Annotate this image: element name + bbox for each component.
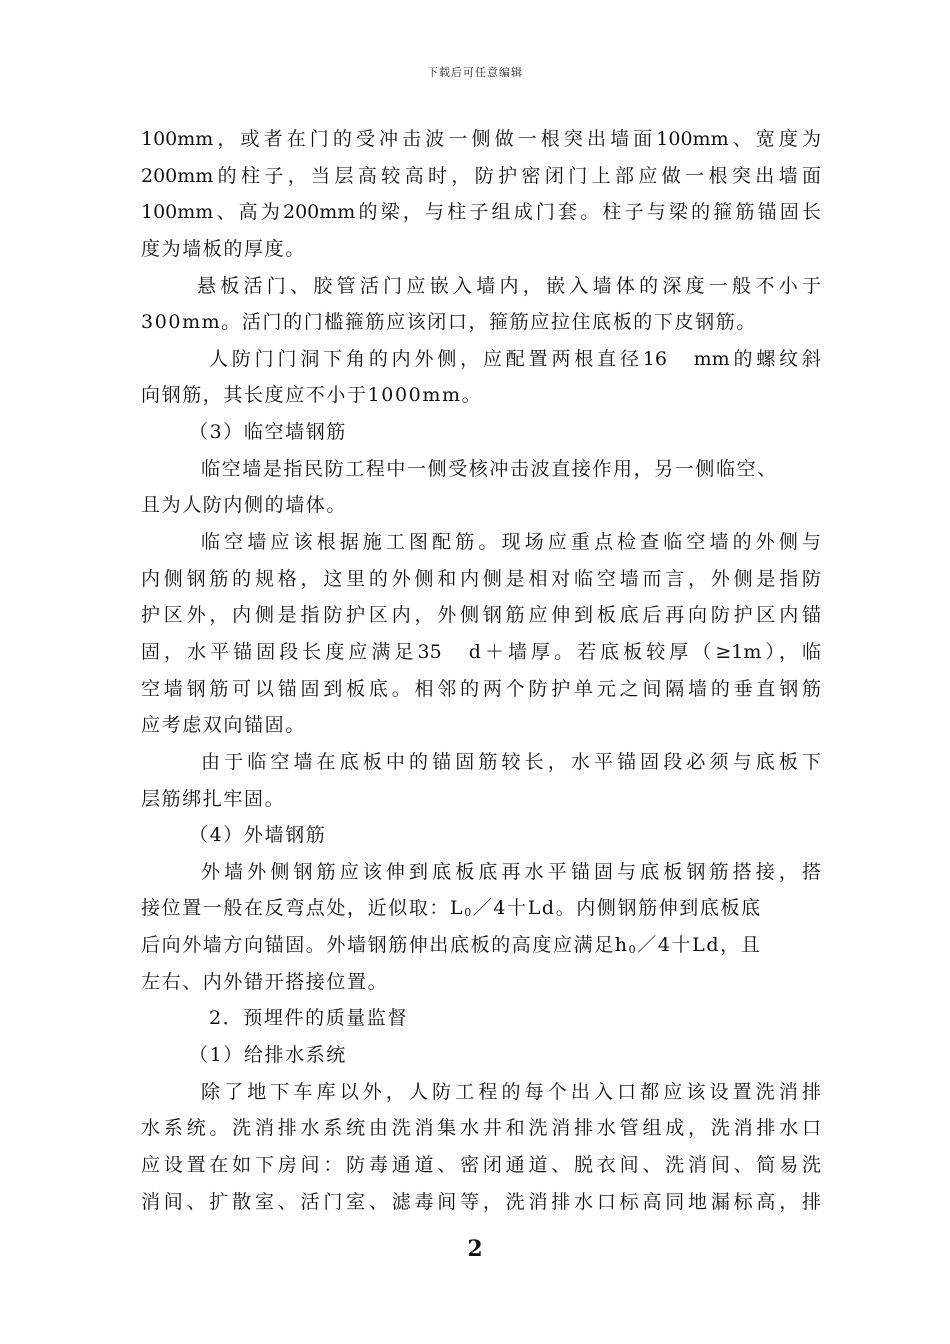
body-line: 100mm、高为200mm的梁，与柱子组成门套。柱子与梁的箍筋锚固长 — [141, 201, 821, 224]
section-heading: （4）外墙钢筋 — [189, 824, 327, 847]
body-line: 应考虑双向锚固。 — [141, 714, 306, 737]
body-line: 临空墙是指民防工程中一侧受核冲击波直接作用，另一侧临空、 — [201, 457, 778, 480]
body-line: 人防门门洞下角的内外侧，应配置两根直径16 mm的螺纹斜 — [209, 347, 821, 370]
body-line: 空墙钢筋可以锚固到板底。相邻的两个防护单元之间隔墙的垂直钢筋 — [141, 677, 821, 700]
body-line: 临空墙应该根据施工图配筋。现场应重点检查临空墙的外侧与 — [201, 531, 821, 554]
page-header: 下载后可任意编辑 — [427, 66, 523, 79]
section-heading: （1）给排水系统 — [189, 1044, 347, 1067]
page-number: 2 — [467, 1236, 483, 1262]
body-line: 由于临空墙在底板中的锚固筋较长，水平锚固段必须与底板下 — [201, 750, 821, 773]
body-line: 外墙外侧钢筋应该伸到底板底再水平锚固与底板钢筋搭接，搭 — [201, 860, 821, 883]
body-line: 应设置在如下房间：防毒通道、密闭通道、脱衣间、洗消间、简易洗 — [141, 1153, 821, 1176]
subscript: 0 — [464, 906, 473, 920]
body-line — [141, 890, 821, 927]
body-line: 且为人防内侧的墙体。 — [141, 494, 348, 517]
text-run: ／4十Ld，且 — [637, 934, 762, 957]
body-line: 悬板活门、胶管活门应嵌入墙内，嵌入墙体的深度一般不小于 — [197, 274, 821, 297]
body-line: 护区外，内侧是指防护区内，外侧钢筋应伸到板底后再向防护区内锚 — [141, 604, 821, 627]
body-line — [141, 927, 821, 964]
body-line: 左右、内外错开搭接位置。 — [141, 970, 389, 993]
section-heading: （3）临空墙钢筋 — [189, 421, 347, 444]
body-line: 度为墙板的厚度。 — [141, 237, 306, 260]
section-heading: 2．预埋件的质量监督 — [209, 1007, 409, 1030]
body-line: 水系统。洗消排水系统由洗消集水井和洗消排水管组成，洗消排水口 — [141, 1117, 821, 1140]
body-line: 向钢筋，其长度应不小于1000mm。 — [141, 384, 483, 407]
text-run: 后向外墙方向锚固。外墙钢筋伸出底板的高度应满足h — [141, 934, 629, 957]
body-line: 除了地下车库以外，人防工程的每个出入口都应该设置洗消排 — [201, 1080, 821, 1103]
body-line: 消间、扩散室、活门室、滤毒间等，洗消排水口标高同地漏标高，排 — [141, 1190, 821, 1213]
text-run: ／4十Ld。内侧钢筋伸到底板底 — [472, 897, 762, 920]
body-line: 100mm，或者在门的受冲击波一侧做一根突出墙面100mm、宽度为 — [141, 128, 821, 150]
body-line: 200mm的柱子，当层高较高时，防护密闭门上部应做一根突出墙面 — [141, 164, 821, 187]
text-run: 接位置一般在反弯点处，近似取：L — [141, 897, 465, 920]
body-line: 300mm。活门的门槛箍筋应该闭口，箍筋应拉住底板的下皮钢筋。 — [141, 311, 757, 334]
body-line: 内侧钢筋的规格，这里的外侧和内侧是相对临空墙而言，外侧是指防 — [141, 567, 821, 590]
subscript: 0 — [628, 943, 638, 957]
body-line: 层筋绑扎牢固。 — [141, 787, 286, 810]
body-text — [141, 121, 821, 1220]
body-line: 固，水平锚固段长度应满足35 d＋墙厚。若底板较厚（≥1m），临 — [141, 640, 821, 663]
